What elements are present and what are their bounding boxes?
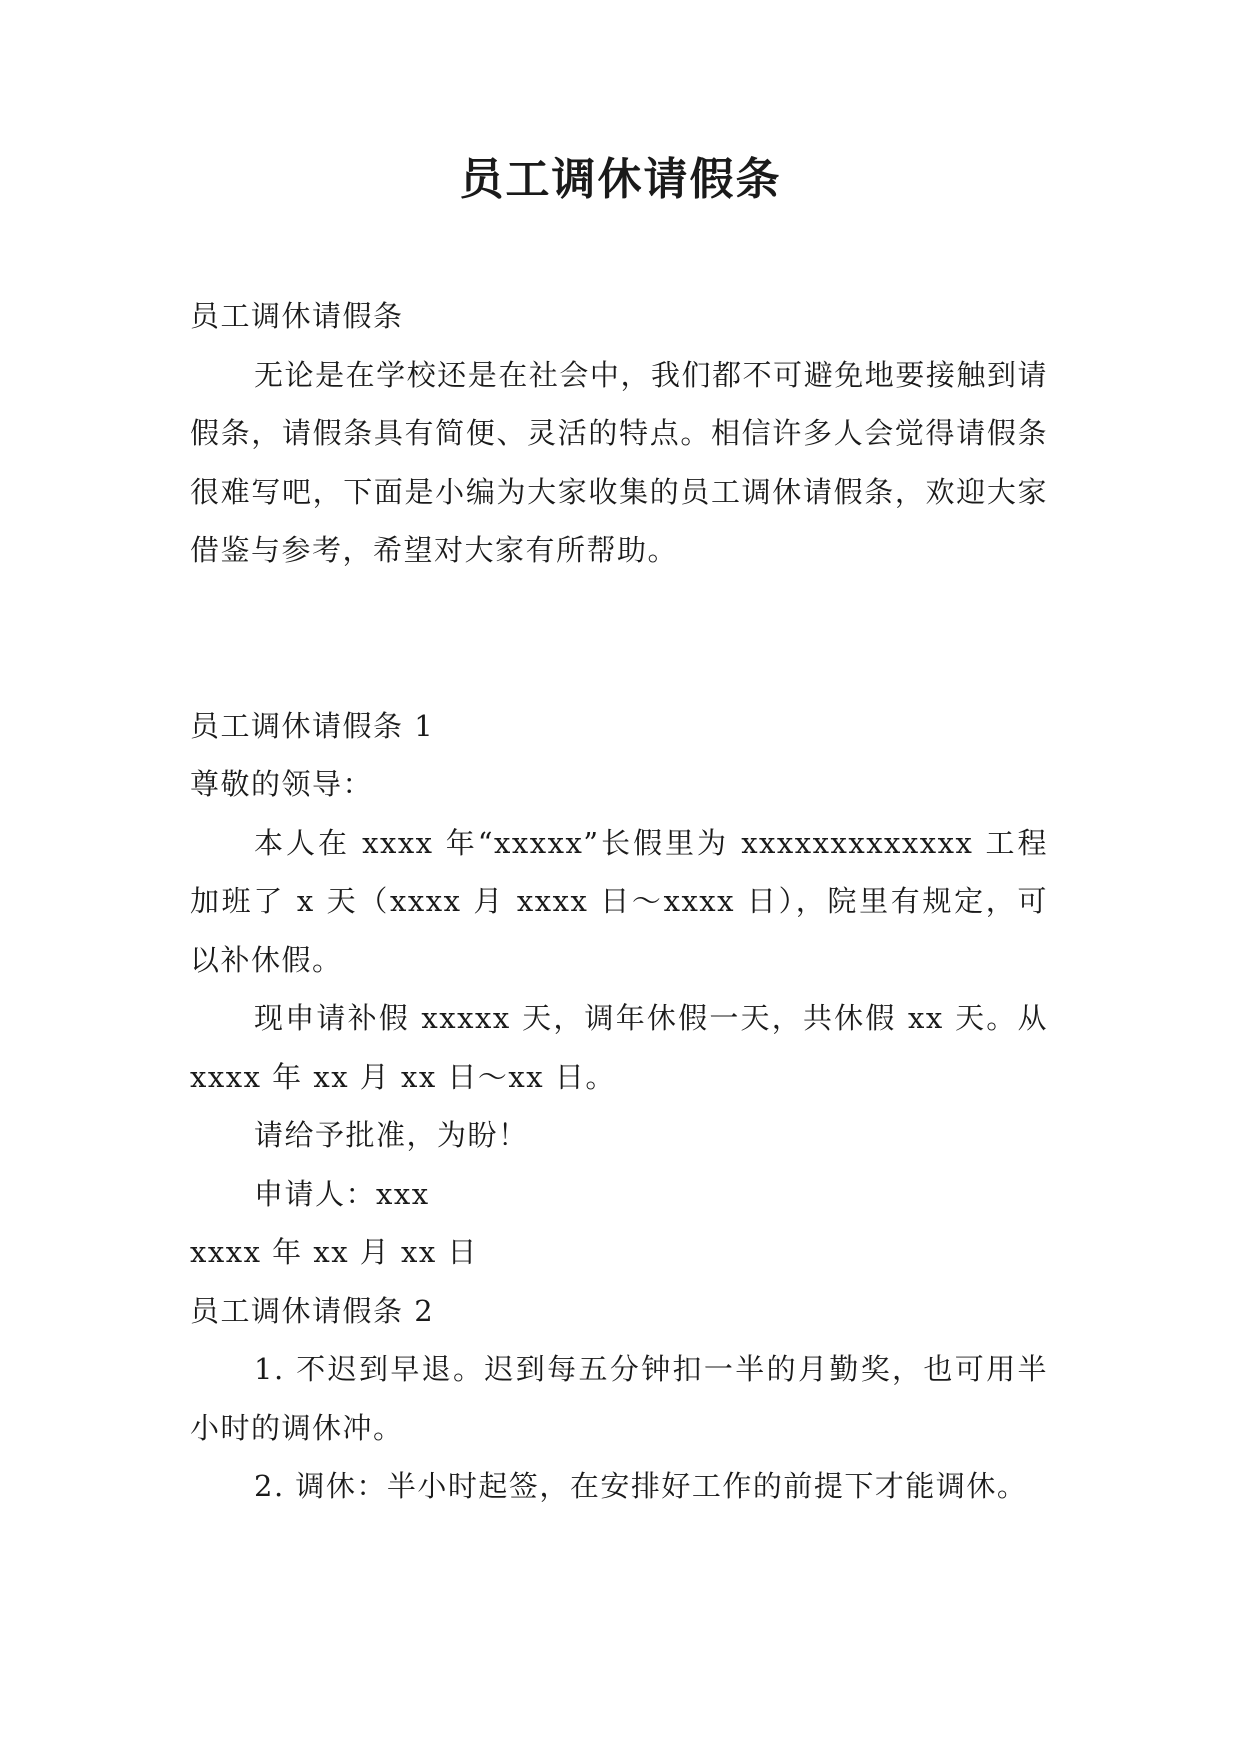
section2-item-2: 2. 调休：半小时起签，在安排好工作的前提下才能调休。	[254, 1469, 1028, 1503]
intro-subtitle: 员工调休请假条	[190, 299, 404, 333]
intro-paragraph: 无论是在学校还是在社会中，我们都不可避免地要接触到请假条，请假条具有简便、灵活的特点。相信许多人会觉得请假条很难写吧，下面是小编为大家收集的员工调休请假条，欢迎大家借鉴与参考，希望对大家有所帮助。	[190, 357, 1048, 567]
document-body	[190, 287, 1048, 1516]
section2-item-1: 1. 不迟到早退。迟到每五分钟扣一半的月勤奖，也可用半小时的调休冲。	[190, 1352, 1048, 1445]
section1-date: xxxx 年 xx 月 xx 日	[190, 1235, 478, 1269]
section1-paragraph-3: 请给予批准，为盼！	[254, 1118, 529, 1152]
section-spacer	[190, 580, 1048, 697]
section1-heading: 员工调休请假条 1	[190, 708, 435, 743]
section1-paragraph-1: 本人在 xxxx 年“xxxxx”长假里为 xxxxxxxxxxxxx 工程加班了 x 天（xxxx 月 xxxx 日～xxxx 日），院里有规定，可以补休假。	[190, 825, 1048, 977]
section1-applicant: 申请人：xxx	[254, 1176, 430, 1211]
document-title: 员工调休请假条	[459, 154, 782, 205]
section1-salutation: 尊敬的领导：	[190, 767, 374, 801]
section2-heading: 员工调休请假条 2	[190, 1293, 435, 1328]
section1-paragraph-2: 现申请补假 xxxxx 天，调年休假一天，共休假 xx 天。从 xxxx 年 xx 月 xx 日～xx 日。	[190, 1001, 1048, 1094]
